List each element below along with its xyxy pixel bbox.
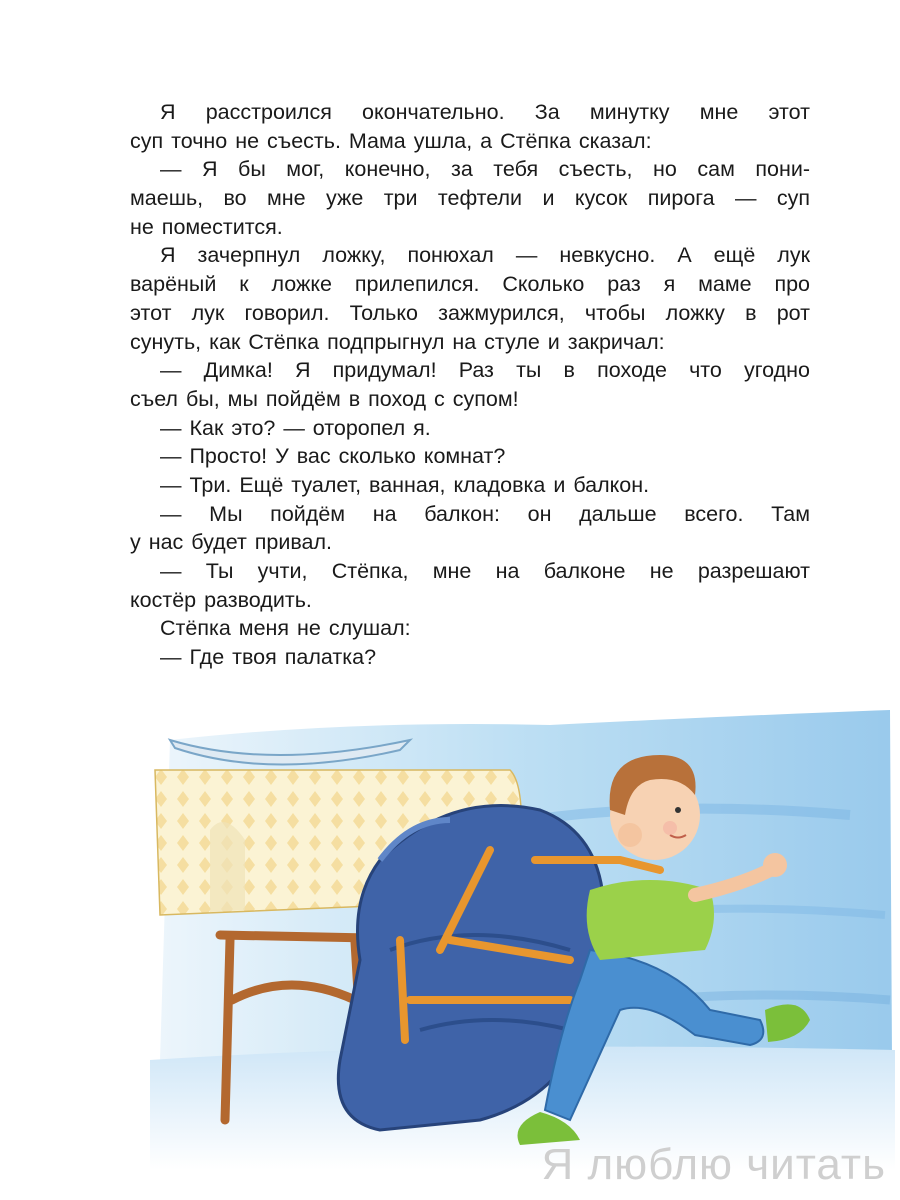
text-line: Стёпка меня не слушал: (160, 616, 411, 641)
text-line: этот лук говорил. Только зажмурился, чтобы ложку в рот (130, 300, 810, 325)
text-line: маешь, во мне уже три тефтели и кусок пирога — суп (130, 186, 810, 211)
story-text (130, 98, 810, 672)
text-line: Я расстроился окончательно. За минутку мне этот (160, 100, 810, 124)
text-line: — Я бы мог, конечно, за тебя съесть, но сам пони- (160, 157, 810, 182)
text-line: сунуть, как Стёпка подпрыгнул на стуле и закричал: (130, 329, 665, 354)
text-line: варёный к ложке прилепился. Сколько раз я маме про (130, 272, 810, 297)
text-line: — Ты учти, Стёпка, мне на балконе не разрешают (160, 559, 810, 583)
text-line: не поместится. (130, 214, 283, 239)
text-line: у нас будет привал. (130, 530, 333, 555)
text-line: — Мы пойдём на балкон: он дальше всего. Там (160, 501, 810, 526)
text-line: — Три. Ещё туалет, ванная, кладовка и балкон. (160, 472, 650, 497)
text-line: — Димка! Я придумал! Раз ты в походе что угодно (160, 358, 810, 383)
text-line: костёр разводить. (130, 587, 312, 612)
text-line: суп точно не съесть. Мама ушла, а Стёпка сказал: (130, 128, 652, 153)
text-line: съел бы, мы пойдём в поход с супом! (130, 386, 519, 411)
boy-carrying-backpack-illustration (150, 700, 895, 1170)
text-line: Я зачерпнул ложку, понюхал — невкусно. А ещё лук (160, 243, 810, 268)
text-line: — Где твоя палатка? (160, 645, 377, 670)
watermark-text: Я люблю читать (541, 1140, 886, 1189)
text-line: — Просто! У вас сколько комнат? (160, 444, 506, 469)
text-line: — Как это? — оторопел я. (160, 415, 431, 440)
